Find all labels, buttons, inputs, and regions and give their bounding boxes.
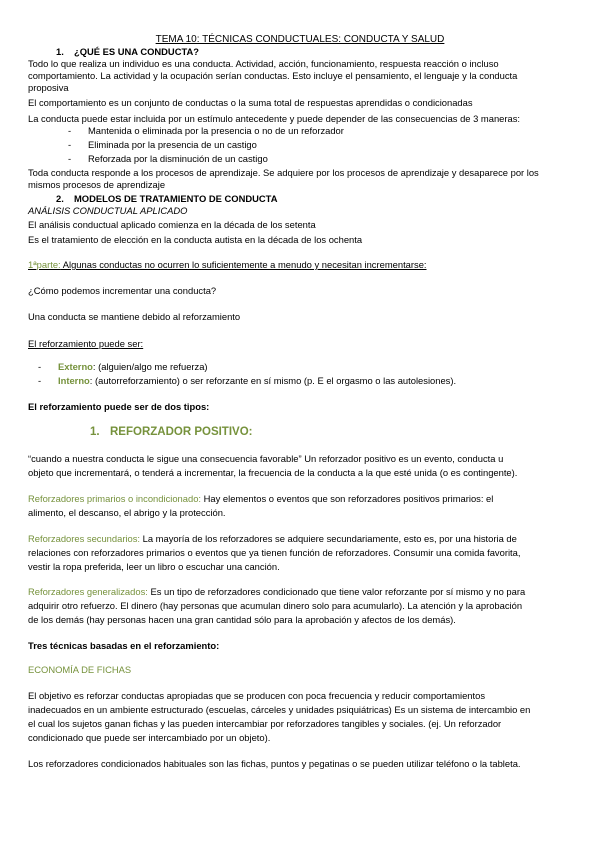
page-title: TEMA 10: TÉCNICAS CONDUCTUALES: CONDUCTA Y SALUD	[155, 34, 445, 45]
paragraph-line: comportamiento. La actividad y la ocupación serían conductas. Esto incluye el pensamiento, el lenguaje y la conducta	[28, 70, 518, 81]
list-item-text: : (autorreforzamiento) o ser reforzante en sí mismo (p. E el orgasmo o las autolesiones).	[89, 375, 457, 386]
paragraph-text: La mayoría de los reforzadores se adquiere secundariamente, esto es, por una historia de	[140, 533, 517, 544]
paragraph-line: adquirir otro refuerzo. El dinero (hay personas que acumulan dinero solo para acumularlo). La atención y la aprobación	[28, 600, 523, 611]
bullet-marker: -	[68, 153, 72, 164]
bullet-marker: -	[68, 139, 72, 150]
term: Reforzadores secundarios:	[28, 533, 141, 544]
paragraph-text: Es un tipo de reforzadores condicionado que tiene valor reforzante por sí mismo y no para	[147, 586, 526, 597]
paragraph-line: inadecuados en un ambiente estructurado (escuelas, cárceles y unidades psiquiátricas) Es un sistema de intercambio en	[28, 704, 531, 715]
paragraph-line: La conducta puede estar incluida por un estímulo antecedente y puede depender de las consecuencias de 3 maneras:	[28, 113, 521, 124]
paragraph-line: proposiva	[28, 82, 69, 93]
section-number: 1.	[56, 46, 64, 57]
paragraph-line: Los reforzadores condicionados habituales son las fichas, puntos y pegatinas o se pueden utilizar teléfono o la tableta.	[28, 758, 521, 769]
paragraph-line: Tres técnicas basadas en el reforzamiento:	[28, 640, 220, 651]
part-text: Algunas conductas no ocurren lo suficientemente a menudo y necesitan incrementarse:	[60, 259, 427, 270]
section-number: 2.	[56, 193, 64, 204]
list-item-text: : (alguien/algo me refuerza)	[92, 361, 208, 372]
paragraph-line: “cuando a nuestra conducta le sigue una consecuencia favorable” Un reforzador positivo es un evento, conducta u	[28, 453, 504, 464]
list-item-text: Eliminada por la presencia de un castigo	[88, 139, 257, 150]
paragraph-line: El objetivo es reforzar conductas apropiadas que se producen con poca frecuencia y reducir comportamientos	[28, 690, 486, 701]
term: Interno	[58, 375, 90, 386]
paragraph-line: condicionado que puede ser intercambiado por un objeto).	[28, 732, 271, 743]
paragraph-line: Toda conducta responde a los procesos de aprendizaje. Se adquiere por los procesos de aprendizaje y desaparece por los	[28, 167, 539, 178]
term: Reforzadores generalizados:	[28, 586, 148, 597]
paragraph-line: objeto que incrementará, o tenderá a incrementar, la frecuencia de la conducta a la que esté unida (o es contingente).	[28, 467, 518, 478]
term: Reforzadores primarios o incondicionado:	[28, 493, 202, 504]
subheading: ANÁLISIS CONDUCTUAL APLICADO	[28, 205, 188, 216]
paragraph-line: Todo lo que realiza un individuo es una conducta. Actividad, acción, funcionamiento, respuesta reacción o incluso	[28, 58, 499, 69]
paragraph-line: vestir la ropa preferida, leer un libro o escuchar una canción.	[28, 561, 280, 572]
paragraph-line: El análisis conductual aplicado comienza en la década de los setenta	[28, 219, 316, 230]
list-item-text: Mantenida o eliminada por la presencia o no de un reforzador	[88, 125, 344, 136]
paragraph-line: ¿Cómo podemos incrementar una conducta?	[28, 285, 217, 296]
section-number: 1.	[90, 426, 100, 438]
paragraph-line: el cual los sujetos ganan fichas y las pueden intercambiar por reforzadores tangibles y sociales. (ej. Un reforzador	[28, 718, 502, 729]
section-title: MODELOS DE TRATAMIENTO DE CONDUCTA	[74, 193, 278, 204]
bullet-marker: -	[38, 375, 42, 386]
paragraph-line	[28, 493, 574, 504]
part-label: 1ªparte:	[28, 259, 61, 270]
reforzamiento-heading: El reforzamiento puede ser:	[28, 338, 144, 349]
section-title: ¿QUÉ ES UNA CONDUCTA?	[74, 46, 199, 57]
part-1-heading	[28, 259, 574, 270]
paragraph-line: alimento, el descanso, el abrigo y la protección.	[28, 507, 226, 518]
paragraph-line: relaciones con reforzadores primarios o eventos que ya tienen función de reforzadores. Consumir una comida favorita,	[28, 547, 521, 558]
paragraph-line	[28, 586, 574, 597]
bullet-marker: -	[68, 125, 72, 136]
paragraph-line: El reforzamiento puede ser de dos tipos:	[28, 401, 210, 412]
paragraph-line: El comportamiento es un conjunto de conductas o la suma total de respuestas aprendidas o condicionadas	[28, 97, 473, 108]
paragraph-line	[28, 533, 574, 544]
paragraph-line: Es el tratamiento de elección en la conducta autista en la década de los ochenta	[28, 234, 363, 245]
paragraph-line: mismos procesos de aprendizaje	[28, 179, 166, 190]
section-title: REFORZADOR POSITIVO:	[110, 426, 253, 438]
paragraph-line: Una conducta se mantiene debido al reforzamiento	[28, 311, 241, 322]
term: Externo	[58, 361, 93, 372]
paragraph-text: Hay elementos o eventos que son reforzadores positivos primarios: el	[201, 493, 494, 504]
economia-heading: ECONOMÍA DE FICHAS	[28, 664, 132, 675]
bullet-marker: -	[38, 361, 42, 372]
paragraph-line: de los demás (hay personas hacen una gran cantidad sólo para la aprobación y afectos de los demás).	[28, 614, 456, 625]
list-item-text: Reforzada por la disminución de un castigo	[88, 153, 268, 164]
